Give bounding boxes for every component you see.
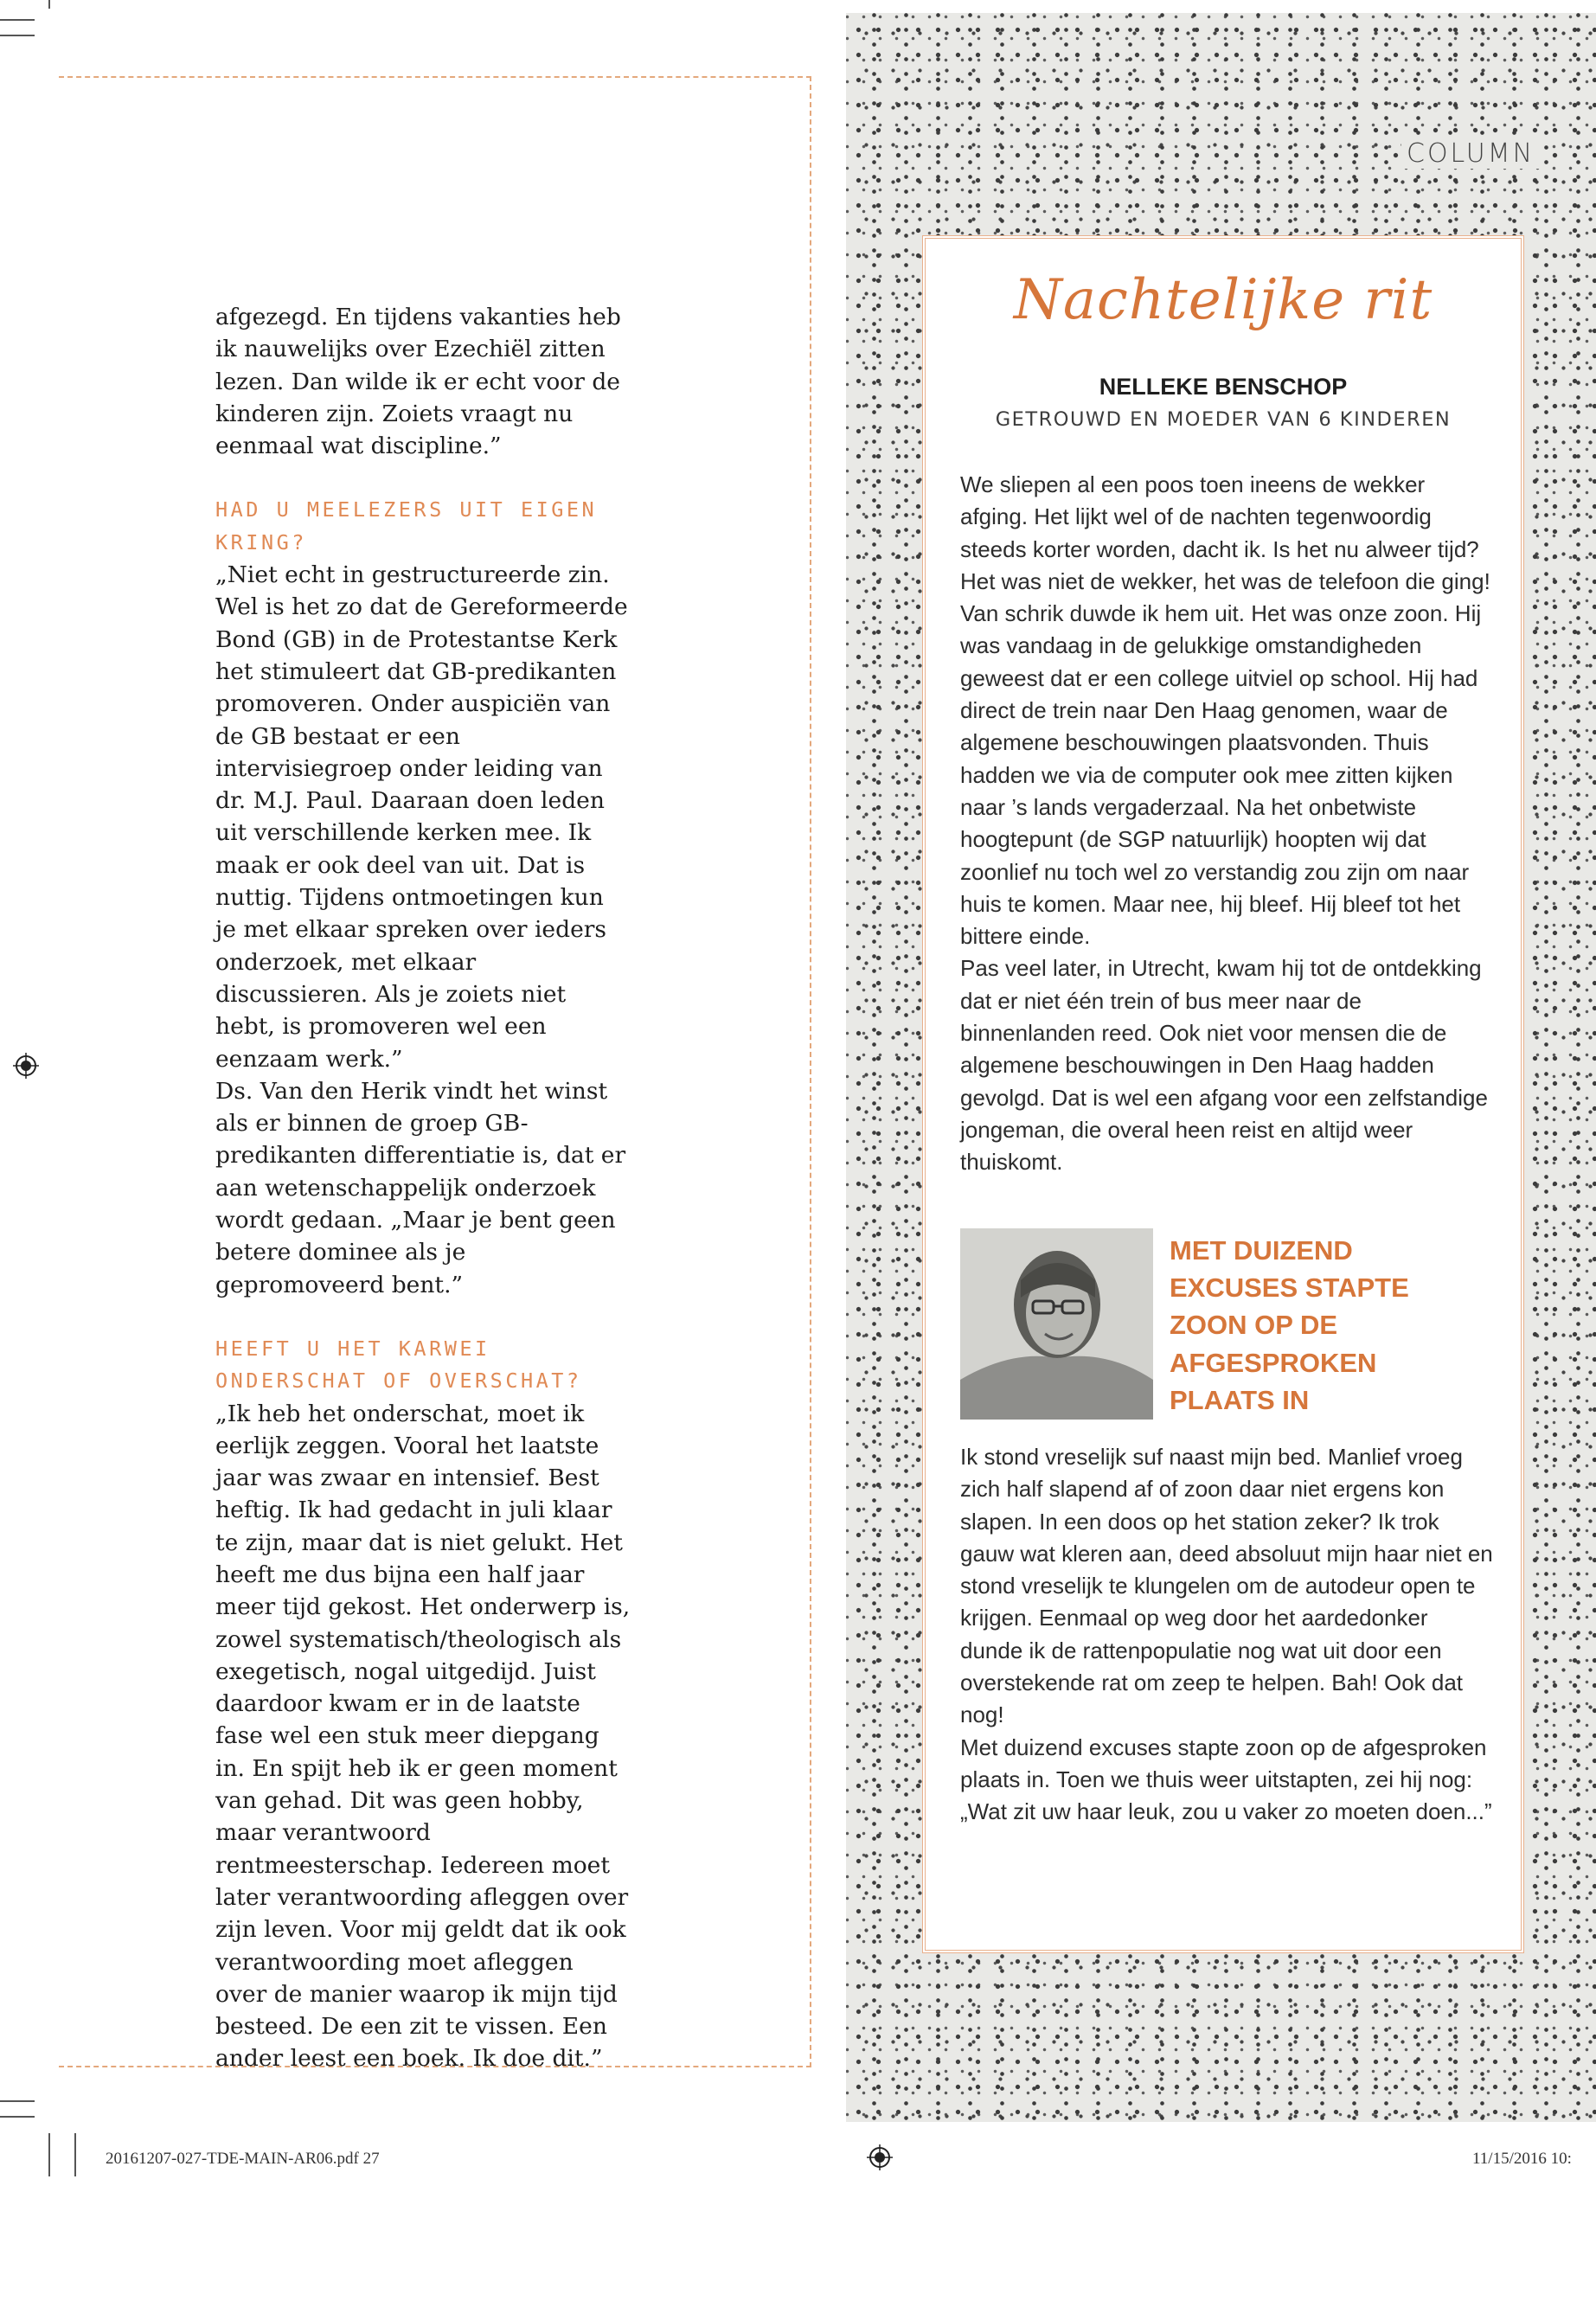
portrait-image: [960, 1228, 1153, 1420]
column-paragraph: We sliepen al een poos toen ineens de wekker afging. Het lijkt wel of de nachten tegenwoordig steeds korter worden, dacht ik. Is het nu alweer tijd?: [960, 471, 1479, 562]
crop-mark: [0, 2116, 35, 2118]
author-subtitle: GETROUWD EN MOEDER VAN 6 KINDEREN: [995, 408, 1452, 431]
column-body-top: [960, 469, 1497, 1179]
section-label: COLUMN: [1401, 138, 1540, 169]
article-paragraph: „Niet echt in gestructureerde zin. Wel is het zo dat de Gereformeerde Bond (GB) in de Protestantse Kerk het stimuleert dat GB-predikanten promoveren. Onder auspiciën van de GB bestaat er een intervisiegroep onder leiding van dr. M.J. Paul. Daaraan doen leden uit verschillende kerken mee. Ik maak er ook deel van uit. Dat is nuttig. Tijdens ontmoetingen kun je met elkaar spreken over ieders onderzoek, met elkaar discussieren. Als je zoiets niet hebt, is promoveren wel een eenzaam werk.”: [215, 561, 628, 1073]
author-photo: [960, 1228, 1153, 1420]
crop-mark: [0, 35, 35, 36]
crop-mark: [48, 2133, 50, 2176]
column-body-bottom: [960, 1441, 1497, 1829]
footer-filename: 20161207-027-TDE-MAIN-AR06.pdf 27: [106, 2150, 380, 2168]
registration-mark-icon: [867, 2144, 893, 2170]
column-paragraph: Met duizend excuses stapte zoon op de afgesproken plaats in. Toen we thuis weer uitstapten, zei hij nog: „Wat zit uw haar leuk, zou u vaker zo moeten doen...”: [960, 1734, 1492, 1825]
crop-mark: [48, 0, 50, 9]
registration-mark-icon: [13, 1053, 39, 1079]
interview-question: HEEFT U HET KARWEI ONDERSCHAT OF OVERSCHAT?: [215, 1336, 582, 1394]
column-paragraph: Ik stond vreselijk suf naast mijn bed. Manlief vroeg zich half slapend af of zoon daar niet ergens kon slapen. In een doos op het station zeker? Ik trok gauw wat kleren aan, deed absoluut mijn haar niet en stond vreselijk te klungelen om de autodeur open te krijgen. Eenmaal op weg door het aardedonker dunde ik de rattenpopulatie nog wat uit door een overstekende rat om zeep te helpen. Bah! Ook dat nog!: [960, 1444, 1493, 1728]
column-paragraph: Pas veel later, in Utrecht, kwam hij tot de ontdekking dat er niet één trein of bus meer naar de binnenlanden reed. Ook niet voor mensen die de algemene beschouwingen in Den Haag hadden gevolgd. Dat is wel een afgang voor een zelfstandige jongeman, die overal heen reist en altijd weer thuiskomt.: [960, 955, 1488, 1176]
article-paragraph: „Ik heb het onderschat, moet ik eerlijk zeggen. Vooral het laatste jaar was zwaar en intensief. Best heftig. Ik had gedacht in juli klaar te zijn, maar dat is niet gelukt. Het heeft me dus bijna een half jaar meer tijd gekost. Het onderwerp is, zowel systematisch/theologisch als exegetisch, nogal uitgedijd. Juist daardoor kwam er in de laatste fase wel een stuk meer diepgang in. En spijt heb ik er geen moment van gehad. Dit was geen hobby, maar verantwoord rentmeesterschap. Iedereen moet later verantwoording afleggen over zijn leven. Voor mij geldt dat ik ook verantwoording moet afleggen over de manier waarop ik mijn tijd besteed. De een zit te vissen. Een ander leest een boek. Ik doe dit.”: [215, 1400, 631, 2073]
column-author: NELLEKE BENSCHOP: [1099, 374, 1348, 400]
crop-mark: [74, 2133, 76, 2176]
crop-mark: [0, 2100, 35, 2102]
pull-quote: MET DUIZEND EXCUSES STAPTE ZOON OP DE AFGESPROKEN PLAATS IN: [1170, 1235, 1409, 1415]
left-article: [215, 301, 631, 2075]
column-card: [922, 235, 1524, 1953]
column-title: Nachtelijke rit: [1013, 268, 1433, 332]
article-paragraph: Ds. Van den Herik vindt het winst als er binnen de groep GB-predikanten differentiatie is, dat er aan wetenschappelijk onderzoek wordt gedaan. „Maar je bent geen betere dominee als je gepromoveerd bent.”: [215, 1077, 626, 1298]
article-paragraph: afgezegd. En tijdens vakanties heb ik nauwelijks over Ezechiël zitten lezen. Dan wilde ik er echt voor de kinderen zijn. Zoiets vraagt nu eenmaal wat discipline.”: [215, 304, 621, 460]
crop-mark: [0, 19, 35, 21]
footer-date: 11/15/2016 10:: [1472, 2150, 1572, 2168]
column-paragraph: Het was niet de wekker, het was de telefoon die ging! Van schrik duwde ik hem uit. Het was onze zoon. Hij was vandaag in de gelukkige omstandigheden geweest dat er een college uitviel op school. Hij had direct de trein naar Den Haag genomen, waar de algemene beschouwingen plaatsvonden. Thuis hadden we via de computer ook mee zitten kijken naar ’s lands vergaderzaal. Na het onbetwiste hoogtepunt (de SGP natuurlijk) hoopten wij dat zoonlief nu toch wel zo verstandig zou zijn om naar huis te komen. Maar nee, hij bleef. Hij bleef tot het bittere einde.: [960, 567, 1490, 950]
interview-question: HAD U MEELEZERS UIT EIGEN KRING?: [215, 497, 598, 554]
